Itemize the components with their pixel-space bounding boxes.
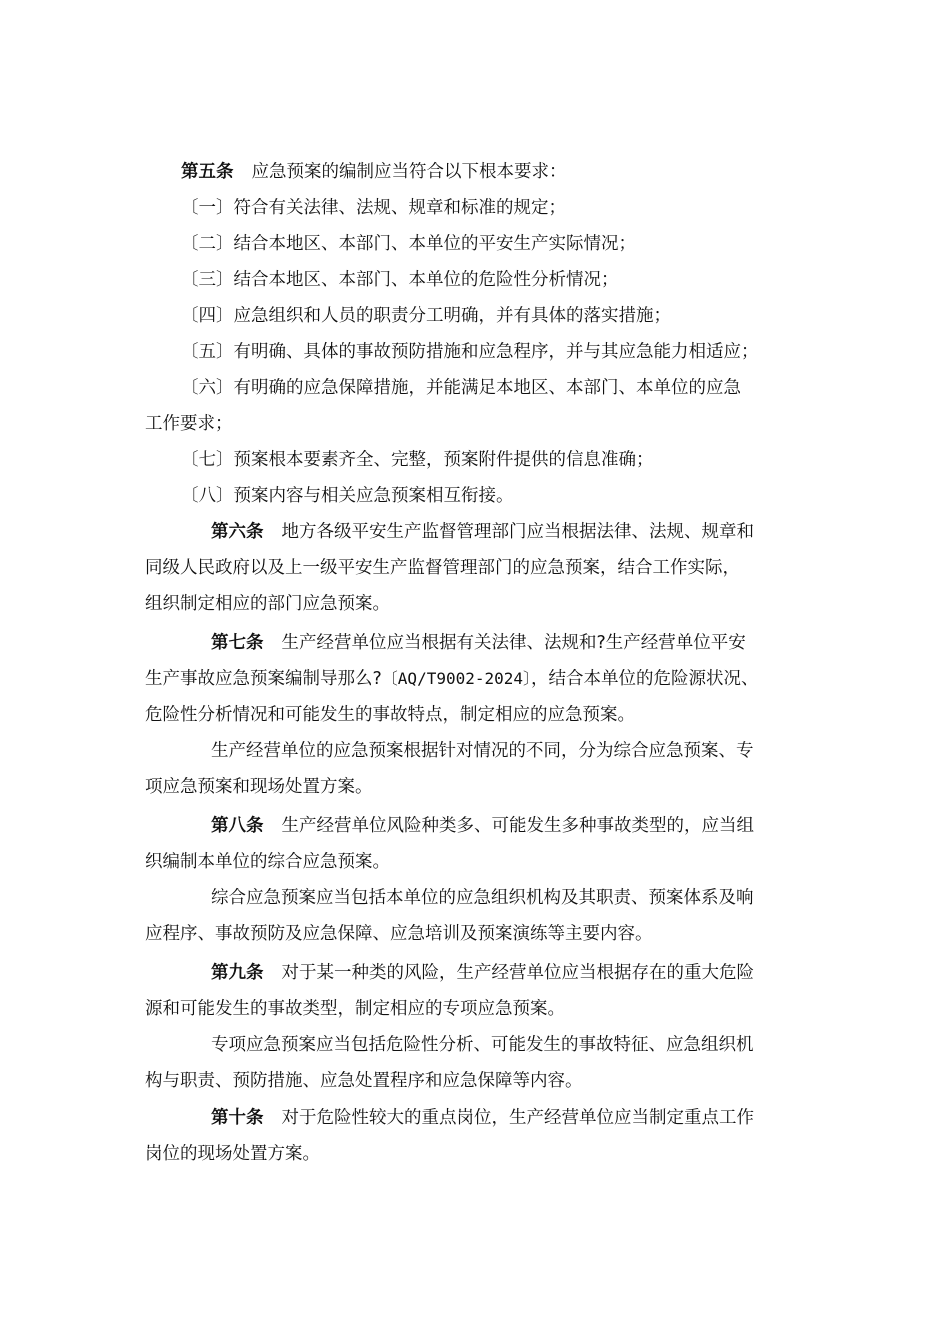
paragraph-line: 组织制定相应的部门应急预案。	[145, 594, 390, 614]
article-6-heading	[211, 521, 754, 543]
paragraph-line: 构与职责、预防措施、应急处置程序和应急保障等内容。	[145, 1071, 583, 1091]
article-text: 生产经营单位风险种类多、可能发生多种事故类型的，应当组	[281, 816, 754, 836]
article-label: 第九条	[211, 963, 264, 983]
text: ，结合本单位的危险源状况、	[531, 669, 759, 689]
list-item-continuation: 工作要求；	[145, 414, 233, 434]
paragraph-line: 专项应急预案应当包括危险性分析、可能发生的事故特征、应急组织机	[211, 1035, 754, 1055]
paragraph-line: 同级人民政府以及上一级平安生产监督管理部门的应急预案，结合工作实际，	[145, 558, 740, 578]
list-item: 〔五〕有明确、具体的事故预防措施和应急程序，并与其应急能力相适应；	[181, 342, 759, 362]
standard-code: 〔AQ/T9002-2024〕	[381, 669, 532, 688]
article-label: 第六条	[211, 522, 264, 542]
article-text: 地方各级平安生产监督管理部门应当根据法律、法规、规章和	[281, 522, 754, 542]
list-item: 〔六〕有明确的应急保障措施，并能满足本地区、本部门、本单位的应急	[181, 378, 741, 398]
article-label: 第八条	[211, 816, 264, 836]
paragraph-line: 项应急预案和现场处置方案。	[145, 777, 373, 797]
list-item: 〔二〕结合本地区、本部门、本单位的平安生产实际情况；	[181, 234, 636, 254]
list-item: 〔七〕预案根本要素齐全、完整，预案附件提供的信息准确；	[181, 450, 654, 470]
article-9-heading	[211, 962, 754, 984]
list-item: 〔三〕结合本地区、本部门、本单位的危险性分析情况；	[181, 270, 619, 290]
article-text: 对于某一种类的风险，生产经营单位应当根据存在的重大危险	[281, 963, 754, 983]
list-item: 〔四〕应急组织和人员的职责分工明确，并有具体的落实措施；	[181, 306, 671, 326]
article-text: 应急预案的编制应当符合以下根本要求：	[251, 162, 567, 182]
article-label: 第十条	[211, 1108, 264, 1128]
article-text: 对于危险性较大的重点岗位，生产经营单位应当制定重点工作	[281, 1108, 754, 1128]
article-label: 第五条	[181, 162, 234, 182]
paragraph-line: 应程序、事故预防及应急保障、应急培训及预案演练等主要内容。	[145, 924, 653, 944]
article-8-heading	[211, 815, 754, 837]
text: 生产事故应急预案编制导那么?	[145, 669, 382, 689]
article-text: 生产经营单位应当根据有关法律、法规和?生产经营单位平安	[281, 633, 746, 653]
paragraph-line: 生产经营单位的应急预案根据针对情况的不同，分为综合应急预案、专	[211, 741, 754, 761]
paragraph-line: 织编制本单位的综合应急预案。	[145, 852, 390, 872]
list-item: 〔八〕预案内容与相关应急预案相互衔接。	[181, 486, 514, 506]
paragraph-line: 岗位的现场处置方案。	[145, 1144, 320, 1164]
list-item: 〔一〕符合有关法律、法规、规章和标准的规定；	[181, 198, 566, 218]
article-10-heading	[211, 1107, 754, 1129]
paragraph-line: 源和可能发生的事故类型，制定相应的专项应急预案。	[145, 999, 565, 1019]
article-label: 第七条	[211, 633, 264, 653]
paragraph-line: 综合应急预案应当包括本单位的应急组织机构及其职责、预案体系及响	[211, 888, 754, 908]
paragraph-line: 危险性分析情况和可能发生的事故特点，制定相应的应急预案。	[145, 705, 635, 725]
article-7-heading	[211, 632, 746, 654]
article-5-heading	[181, 161, 567, 183]
paragraph-line	[145, 668, 759, 690]
